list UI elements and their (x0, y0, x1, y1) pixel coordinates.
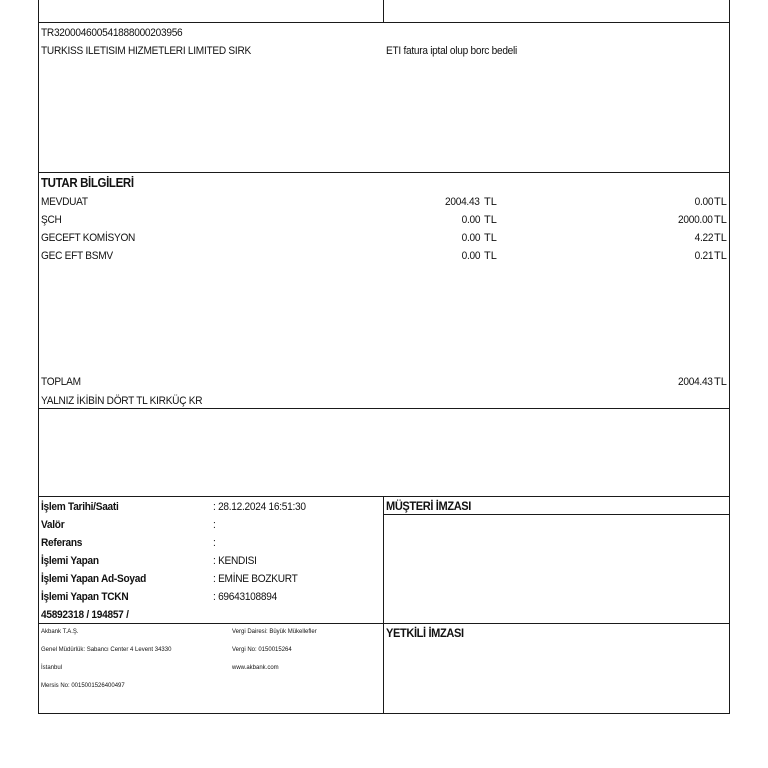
bank-tax-office: Vergi Dairesi: Büyük Mükellefler (232, 629, 317, 635)
transaction-field-value: : EMİNE BOZKURT (213, 573, 298, 585)
top-vertical-divider (383, 0, 384, 23)
transaction-field-label: Valör (41, 519, 65, 531)
currency-label: TL (714, 250, 727, 262)
currency-label: TL (484, 250, 497, 262)
footer-divider (38, 623, 730, 624)
blank-section-divider (38, 496, 730, 497)
amount-row-value-2: 0.00 (694, 196, 713, 208)
amount-row-value: 0.00 (461, 214, 480, 226)
authorized-signature-title: YETKİLİ İMZASI (386, 626, 464, 640)
amounts-section-divider (38, 408, 730, 409)
top-divider (38, 22, 730, 23)
transaction-field-label: İşlemi Yapan Ad-Soyad (41, 573, 147, 585)
bank-tax-number: Vergi No: 0150015264 (232, 647, 292, 653)
transaction-field-value: : KENDISI (213, 555, 257, 567)
amount-row-value: 0.00 (461, 250, 480, 262)
currency-label: TL (484, 232, 497, 244)
account-section-divider (38, 172, 730, 173)
bank-mersis: Mersis No: 0015001526400497 (41, 683, 125, 689)
total-label: TOPLAM (41, 376, 81, 388)
transaction-field-label: İşlem Tarihi/Saati (41, 501, 119, 513)
receiver-name: TURKISS ILETISIM HIZMETLERI LIMITED SIRK (41, 45, 251, 57)
amount-row-label: GEC EFT BSMV (41, 250, 113, 262)
amount-row-value-2: 4.22 (694, 232, 713, 244)
payment-description: ETI fatura iptal olup borc bedeli (386, 45, 517, 57)
amount-row-label: MEVDUAT (41, 196, 88, 208)
bottom-border (38, 713, 730, 714)
bank-name: Akbank T.A.Ş. (41, 629, 79, 635)
amounts-section-title: TUTAR BİLGİLERİ (41, 176, 134, 190)
transaction-vertical-divider (383, 496, 384, 714)
currency-label: TL (714, 196, 727, 208)
amount-row-label: ŞCH (41, 214, 62, 226)
transaction-field-label: Referans (41, 537, 83, 549)
transaction-field-label: İşlemi Yapan (41, 555, 99, 567)
amount-row-label: GECEFT KOMİSYON (41, 232, 136, 244)
customer-signature-title: MÜŞTERİ İMZASI (386, 499, 472, 513)
amount-row-value: 0.00 (461, 232, 480, 244)
transaction-field-value: : 69643108894 (213, 591, 277, 603)
iban-text: TR320004600541888000203956 (41, 27, 183, 39)
total-value: 2004.43 (678, 376, 713, 388)
bank-headquarters: Genel Müdürlük: Sabancı Center 4 Levent 34330 (41, 647, 172, 653)
amount-row-value-2: 2000.00 (678, 214, 713, 226)
transaction-field-value: : (213, 537, 216, 549)
bank-city: İstanbul (41, 665, 63, 671)
currency-label: TL (484, 196, 497, 208)
total-in-words: YALNIZ İKİBİN DÖRT TL KIRKÜÇ KR (41, 395, 203, 407)
currency-label: TL (714, 232, 727, 244)
currency-label: TL (484, 214, 497, 226)
customer-signature-underline (383, 514, 730, 515)
amount-row-value: 2004.43 (445, 196, 480, 208)
amount-row-value-2: 0.21 (694, 250, 713, 262)
transaction-field-label: İşlemi Yapan TCKN (41, 591, 129, 603)
transaction-field-value: : 28.12.2024 16:51:30 (213, 501, 306, 513)
bank-website[interactable]: www.akbank.com (232, 665, 279, 671)
reference-line: 45892318 / 194857 / (41, 609, 129, 621)
left-border (38, 0, 39, 714)
transaction-field-value: : (213, 519, 216, 531)
right-border (729, 0, 730, 714)
currency-label: TL (714, 214, 727, 226)
currency-label: TL (714, 376, 727, 388)
